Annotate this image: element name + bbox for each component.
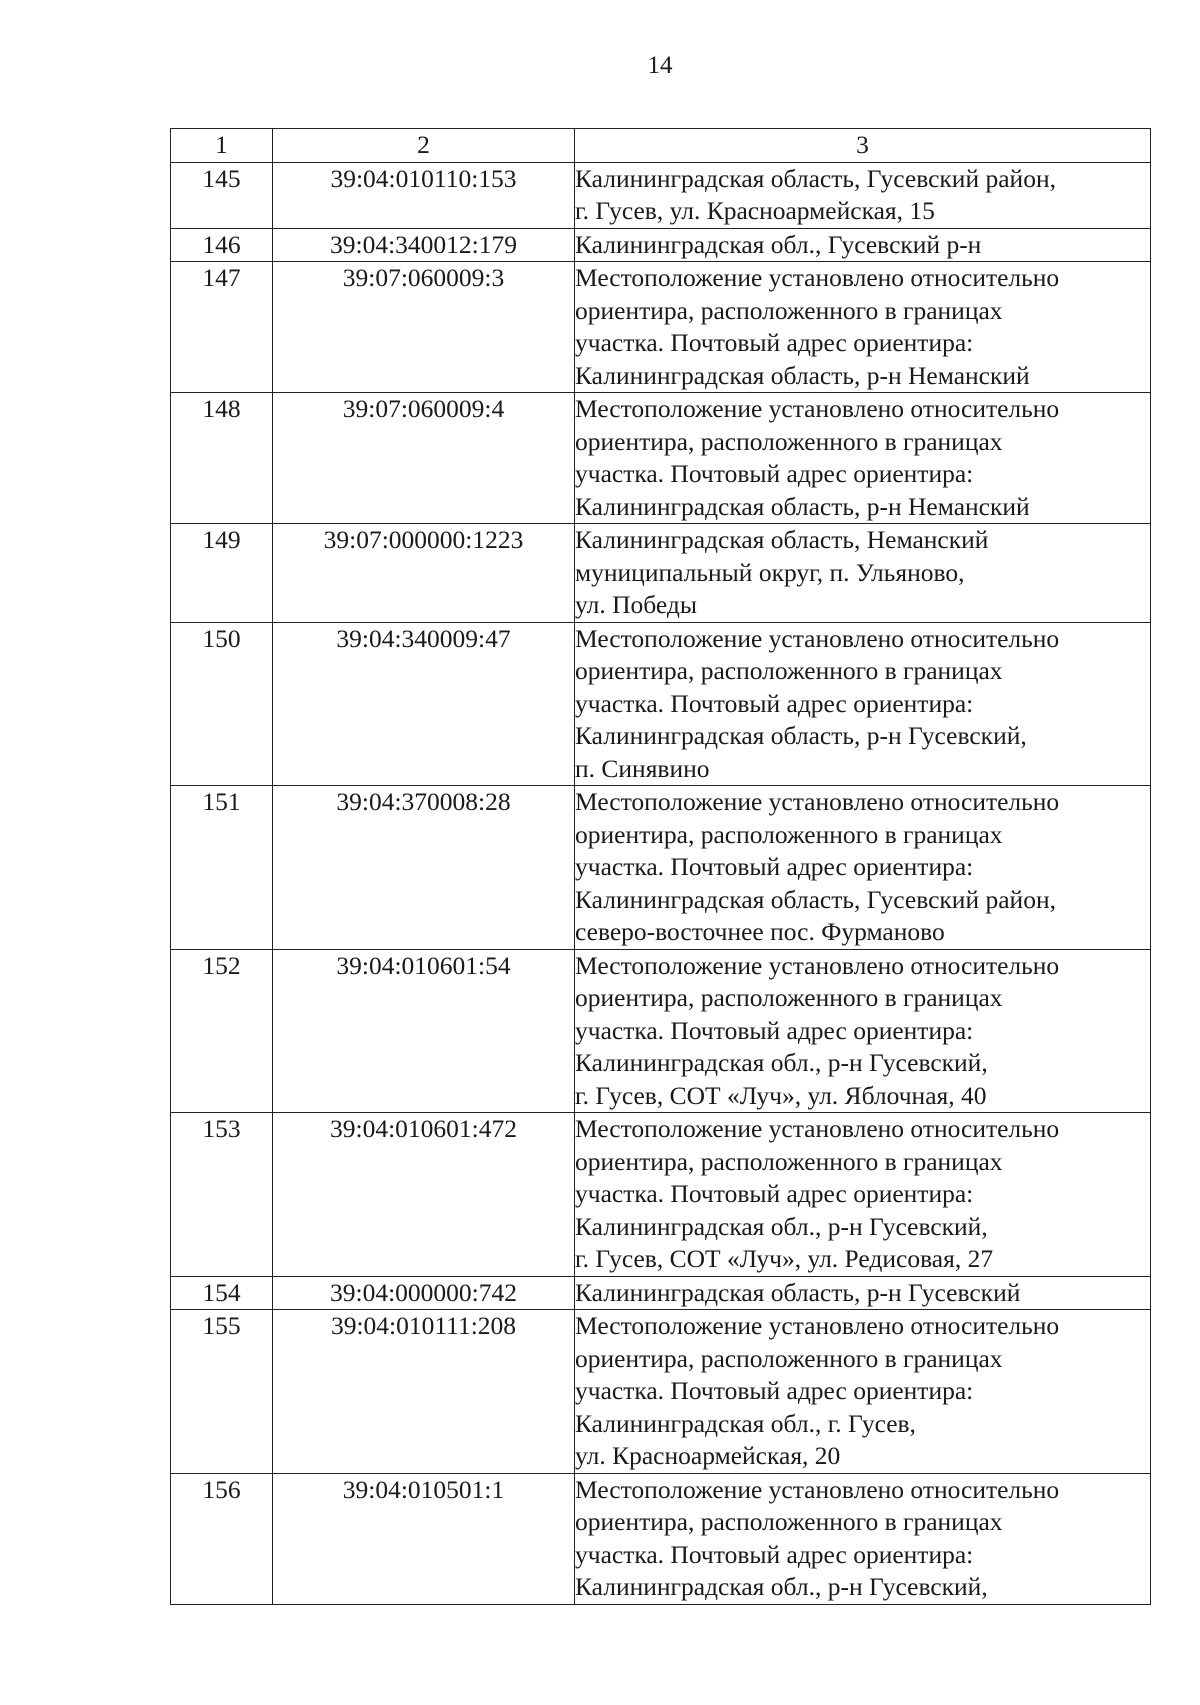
address-line: муниципальный округ, п. Ульяново, xyxy=(575,557,965,587)
column-header-number: 1 xyxy=(171,129,273,163)
row-number: 151 xyxy=(171,786,273,950)
location-address xyxy=(575,1113,1151,1277)
address-line: Калининградская область, Неманский xyxy=(575,525,989,554)
location-address xyxy=(575,262,1151,393)
address-line: участка. Почтовый адрес ориентира: xyxy=(575,1376,974,1405)
cadastral-number: 39:04:010110:153 xyxy=(273,162,575,228)
address-line: г. Гусев, ул. Красноармейская, 15 xyxy=(575,196,935,225)
location-address xyxy=(575,1473,1151,1604)
address-line: Калининградская обл., р-н Гусевский, xyxy=(575,1211,988,1241)
table-row xyxy=(171,786,1151,950)
row-number: 156 xyxy=(171,1473,273,1604)
address-line: Калининградская область, р-н Неманский xyxy=(575,491,1030,521)
address-line: ориентира, расположенного в границах xyxy=(575,1507,1003,1536)
table-row xyxy=(171,1276,1151,1310)
table-row xyxy=(171,1473,1151,1604)
address-line: ул. Победы xyxy=(575,590,697,619)
table-row xyxy=(171,262,1151,393)
address-line: участка. Почтовый адрес ориентира: xyxy=(575,328,974,357)
table-row xyxy=(171,228,1151,262)
table-row xyxy=(171,622,1151,786)
address-line: ориентира, расположенного в границах xyxy=(575,426,1003,456)
row-number: 154 xyxy=(171,1276,273,1310)
address-line: северо-восточнее пос. Фурманово xyxy=(575,917,945,946)
table-header-row xyxy=(171,129,1151,163)
row-number: 150 xyxy=(171,622,273,786)
row-number: 147 xyxy=(171,262,273,393)
table-row xyxy=(171,1113,1151,1277)
address-line: Калининградская область, Гусевский район, xyxy=(575,884,1056,914)
row-number: 145 xyxy=(171,162,273,228)
location-address xyxy=(575,622,1151,786)
address-line: Калининградская область, р-н Неманский xyxy=(575,360,1030,390)
address-line: ориентира, расположенного в границах xyxy=(575,1146,1003,1176)
location-address xyxy=(575,524,1151,623)
table-row xyxy=(171,162,1151,228)
row-number: 152 xyxy=(171,949,273,1113)
address-line: Местоположение установлено относительно xyxy=(575,623,1060,653)
cadastral-number: 39:07:000000:1223 xyxy=(273,524,575,623)
address-line: г. Гусев, СОТ «Луч», ул. Редисовая, 27 xyxy=(575,1244,994,1273)
address-line: ориентира, расположенного в границах xyxy=(575,983,1003,1012)
cadastral-number: 39:07:060009:4 xyxy=(273,393,575,524)
address-line: ориентира, расположенного в границах xyxy=(575,295,1003,325)
address-line: участка. Почтовый адрес ориентира: xyxy=(575,1539,974,1569)
address-line: участка. Почтовый адрес ориентира: xyxy=(575,688,974,718)
location-address xyxy=(575,949,1151,1113)
address-line: участка. Почтовый адрес ориентира: xyxy=(575,1015,974,1045)
address-line: Местоположение установлено относительно xyxy=(575,394,1060,423)
address-line: Местоположение установлено относительно xyxy=(575,787,1060,816)
address-line: Калининградская область, Гусевский район, xyxy=(575,163,1056,193)
location-address xyxy=(575,228,1151,262)
table-row xyxy=(171,949,1151,1113)
column-header-cadastral: 2 xyxy=(273,129,575,163)
table-row xyxy=(171,393,1151,524)
address-line: Калининградская обл., г. Гусев, xyxy=(575,1408,916,1438)
address-line: Местоположение установлено относительно xyxy=(575,263,1060,292)
table-body xyxy=(171,129,1151,1605)
address-line: Местоположение установлено относительно xyxy=(575,1114,1060,1143)
address-line: Калининградская обл., р-н Гусевский, xyxy=(575,1048,988,1077)
row-number: 155 xyxy=(171,1310,273,1474)
location-address xyxy=(575,786,1151,950)
address-line: ориентира, расположенного в границах xyxy=(575,1343,1003,1373)
location-address xyxy=(575,393,1151,524)
cadastral-number: 39:04:010501:1 xyxy=(273,1473,575,1604)
page-number: 14 xyxy=(647,52,673,79)
land-plot-table xyxy=(170,128,1151,1605)
location-address xyxy=(575,1310,1151,1474)
row-number: 153 xyxy=(171,1113,273,1277)
cadastral-number: 39:04:000000:742 xyxy=(273,1276,575,1310)
table-row xyxy=(171,1310,1151,1474)
location-address xyxy=(575,162,1151,228)
cadastral-number: 39:04:010601:472 xyxy=(273,1113,575,1277)
table-row xyxy=(171,524,1151,623)
address-line: участка. Почтовый адрес ориентира: xyxy=(575,1179,974,1208)
location-address xyxy=(575,1276,1151,1310)
address-line: Калининградская обл., Гусевский р-н xyxy=(575,229,982,259)
cadastral-number: 39:04:370008:28 xyxy=(273,786,575,950)
cadastral-number: 39:07:060009:3 xyxy=(273,262,575,393)
address-line: Местоположение установлено относительно xyxy=(575,950,1060,980)
row-number: 149 xyxy=(171,524,273,623)
row-number: 148 xyxy=(171,393,273,524)
row-number: 146 xyxy=(171,228,273,262)
column-header-address: 3 xyxy=(575,129,1151,163)
address-line: п. Синявино xyxy=(575,753,710,783)
address-line: ориентира, расположенного в границах xyxy=(575,656,1003,685)
address-line: Калининградская область, р-н Гусевский, xyxy=(575,721,1027,750)
address-line: г. Гусев, СОТ «Луч», ул. Яблочная, 40 xyxy=(575,1080,987,1110)
address-line: Калининградская область, р-н Гусевский xyxy=(575,1277,1021,1307)
address-line: ул. Красноармейская, 20 xyxy=(575,1441,841,1470)
address-line: Местоположение установлено относительно xyxy=(575,1311,1060,1340)
cadastral-number: 39:04:010111:208 xyxy=(273,1310,575,1474)
address-line: участка. Почтовый адрес ориентира: xyxy=(575,852,974,881)
address-line: Калининградская обл., р-н Гусевский, xyxy=(575,1572,988,1601)
cadastral-number: 39:04:340012:179 xyxy=(273,228,575,262)
cadastral-number: 39:04:340009:47 xyxy=(273,622,575,786)
address-line: Местоположение установлено относительно xyxy=(575,1474,1060,1504)
address-line: ориентира, расположенного в границах xyxy=(575,819,1003,849)
address-line: участка. Почтовый адрес ориентира: xyxy=(575,459,974,488)
cadastral-number: 39:04:010601:54 xyxy=(273,949,575,1113)
